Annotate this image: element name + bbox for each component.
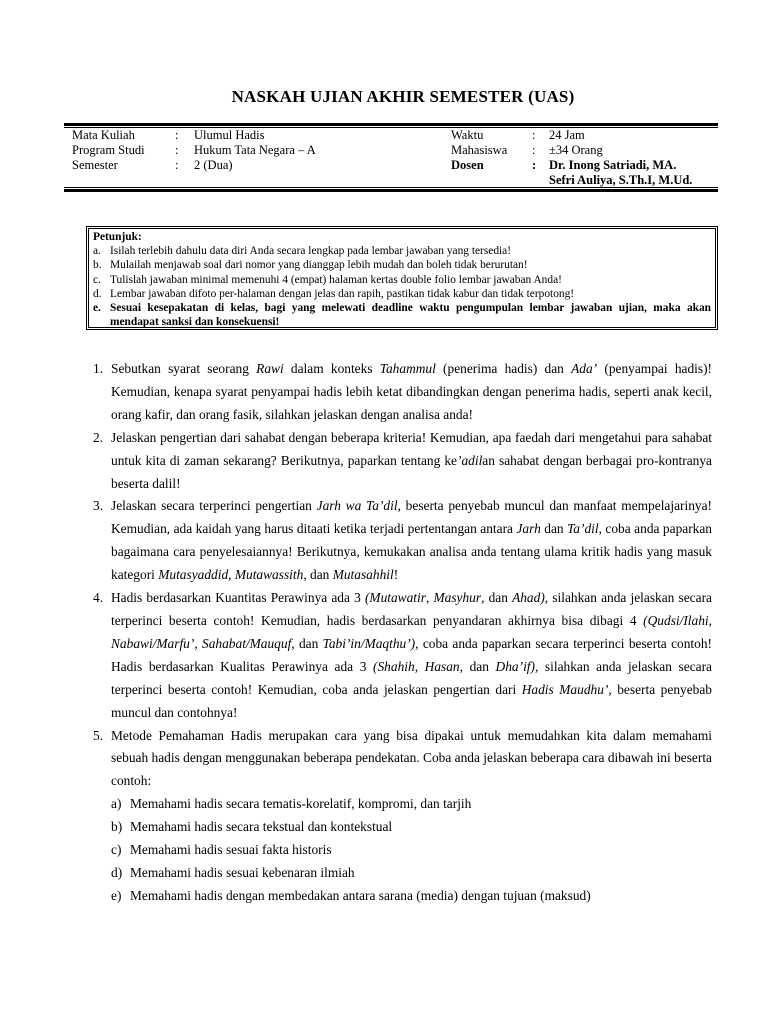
- question-text: , silahkan anda jelaskan secara terperinci beserta contoh! Kemudian, coba anda jelaskan pengertian dari: [111, 658, 712, 697]
- question-text: !: [393, 567, 399, 583]
- sub-item: [111, 839, 712, 862]
- question-text: Hadis berdasarkan Kuantitas Perawinya ada 3: [111, 590, 365, 606]
- question-1: [93, 358, 712, 427]
- sub-item: [111, 862, 712, 885]
- sub-item-text: Memahami hadis dengan membedakan antara sarana (media) dengan tujuan (maksud): [130, 887, 591, 903]
- instruction-item: [93, 273, 711, 287]
- question-text: ,: [194, 635, 203, 651]
- question-number: 2.: [93, 429, 104, 445]
- info-value: Dr. Inong Satriadi, MA.: [549, 158, 677, 172]
- info-colon: :: [175, 143, 179, 157]
- info-row-time: [451, 128, 692, 143]
- info-value: 24 Jam: [549, 128, 585, 142]
- question-term: Ada’: [571, 361, 598, 376]
- question-term: Sahabat/Mauquf: [202, 635, 292, 651]
- question-text: , beserta penyebab muncul dan contohnya!: [111, 681, 712, 720]
- page-title: NASKAH UJIAN AKHIR SEMESTER (UAS): [231, 87, 575, 106]
- question-term: Hasan: [424, 658, 460, 674]
- info-label: Mahasiswa: [451, 143, 508, 157]
- info-row-lecturer: [451, 158, 692, 173]
- instruction-letter: a.: [93, 245, 101, 258]
- question-text: Sebutkan syarat seorang: [111, 361, 257, 376]
- question-text: dalam konteks: [283, 361, 380, 376]
- info-colon: :: [175, 128, 179, 142]
- question-number: 4.: [93, 590, 104, 606]
- question-text: Jelaskan secara terperinci pengertian: [111, 498, 317, 514]
- instruction-text: Isilah terlebih dahulu data diri Anda secara lengkap pada lembar jawaban yang tersedia!: [110, 245, 512, 258]
- info-colon: :: [532, 143, 536, 157]
- sub-item-letter: c): [111, 842, 122, 858]
- instruction-text: Lembar jawaban difoto per-halaman dengan jelas dan rapih, pastikan tidak kabur dan tidak terpotong!: [110, 287, 575, 300]
- info-value: ±34 Orang: [549, 143, 603, 157]
- info-colon: :: [532, 128, 536, 142]
- question-term: Ta’dil: [567, 521, 599, 537]
- question-text: , dan: [291, 635, 323, 651]
- sub-item-letter: b): [111, 819, 123, 835]
- info-value: Sefri Auliya, S.Th.I, M.Ud.: [549, 173, 693, 187]
- instruction-item: [93, 287, 711, 301]
- info-value: Ulumul Hadis: [194, 128, 265, 142]
- sub-item-text: Memahami hadis sesuai kebenaran ilmiah: [130, 864, 355, 880]
- instruction-text: Tulislah jawaban minimal memenuhi 4 (empat) halaman kertas double folio lembar jawaban Anda!: [110, 273, 562, 286]
- info-row-program: [72, 143, 316, 158]
- question-term: (Qudsi/Ilahi: [643, 612, 709, 628]
- sub-item-letter: e): [111, 887, 122, 903]
- question-text: (penyampai hadis)! Kemudian, kenapa syarat penyampai hadis lebih ketat dibandingkan dengan penerima hadis, seperti anak kecil, orang kafir, dan orang fasik, silahkan jelaskan dengan analisa anda!: [111, 361, 712, 422]
- sub-item: [111, 885, 712, 908]
- header-rule-top: [64, 123, 718, 126]
- question-term: Tahammul: [379, 361, 436, 376]
- info-label: Waktu: [451, 128, 484, 142]
- instruction-item: [93, 244, 711, 258]
- course-info-left: [72, 128, 316, 173]
- sub-item-letter: d): [111, 864, 123, 880]
- question-text: ,: [425, 590, 434, 606]
- info-value: 2 (Dua): [194, 158, 233, 172]
- header-rule-bottom-thin: [64, 187, 718, 188]
- info-colon: :: [175, 158, 179, 172]
- instructions-heading: Petunjuk:: [93, 231, 142, 243]
- info-row-course: [72, 128, 316, 143]
- info-colon: :: [532, 158, 537, 172]
- question-term: (Shahih: [373, 658, 415, 674]
- instructions-box: [86, 226, 718, 330]
- question-text: an sahabat dengan berbagai pro-kontranya beserta dalil!: [111, 452, 712, 491]
- question-3: [93, 495, 712, 587]
- question-text: (penerima hadis) dan: [435, 361, 572, 376]
- question-term: (Mutawatir: [364, 590, 426, 606]
- question-term: Jarh: [516, 521, 541, 537]
- sub-item: [111, 816, 712, 839]
- question-term: Mutawassith: [234, 567, 304, 583]
- question-list: [93, 358, 712, 908]
- question-term: ’adil: [457, 452, 483, 468]
- instruction-text: Sesuai kesepakatan di kelas, bagi yang melewati deadline waktu pengumpulan lembar jawaban ujian, maka akan mendapat sanksi dan konsekuensi!: [110, 302, 711, 329]
- course-info-right: [451, 128, 692, 188]
- instruction-item-warning: [93, 301, 711, 329]
- question-number: 3.: [93, 498, 104, 514]
- question-term: Masyhur: [433, 590, 482, 606]
- info-label: Mata Kuliah: [72, 128, 135, 142]
- question-text: dan: [540, 521, 568, 537]
- instruction-letter: e.: [93, 302, 101, 315]
- question-term: Nabawi/Marfu’: [111, 635, 195, 651]
- info-row-semester: [72, 158, 316, 173]
- question-text: , dan: [481, 590, 513, 606]
- question-number: 1.: [93, 361, 104, 376]
- question-text: ,: [228, 567, 235, 583]
- sub-item-text: Memahami hadis secara tematis-korelatif, kompromi, dan tarjih: [130, 796, 472, 812]
- info-label: Semester: [72, 158, 118, 172]
- question-term: Jarh wa Ta’dil: [316, 498, 398, 514]
- sub-item-text: Memahami hadis sesuai fakta historis: [130, 842, 332, 858]
- instruction-item: [93, 258, 711, 272]
- sub-item-letter: a): [111, 796, 122, 812]
- question-text: , coba anda paparkan bagaimana cara penyelesaiannya! Berikutnya, kemukakan analisa anda tentang ulama kritik hadis yang masuk kategori: [111, 521, 713, 583]
- instruction-text: Mulailah menjawab soal dari nomor yang dianggap lebih mudah dan boleh tidak berurutan!: [110, 259, 528, 272]
- info-label: Program Studi: [72, 143, 145, 157]
- question-term: Mutasahhil: [332, 567, 394, 583]
- info-row-lecturer-2: [451, 173, 692, 188]
- question-term: Tabi’in/Maqthu’): [322, 635, 416, 651]
- question-2: [93, 427, 712, 496]
- info-label: Dosen: [451, 158, 484, 172]
- instruction-letter: c.: [93, 273, 101, 286]
- question-text: ,: [414, 658, 425, 674]
- info-value: Hukum Tata Negara – A: [194, 143, 316, 157]
- sub-item: [111, 793, 712, 816]
- sub-item-text: Memahami hadis secara tekstual dan kontekstual: [130, 819, 393, 835]
- instruction-letter: d.: [93, 287, 102, 300]
- question-text: , dan: [459, 658, 496, 674]
- question-5: [93, 725, 712, 908]
- question-text: Jelaskan pengertian dari sahabat dengan beberapa kriteria! Kemudian, apa faedah dari mengetahui para sahabat untuk kita di zaman sekarang? Berikutnya, paparkan tentang ke: [111, 429, 712, 468]
- question-term: Rawi: [256, 361, 284, 376]
- question-number: 5.: [93, 727, 104, 743]
- question-4: [93, 587, 712, 724]
- instruction-letter: b.: [93, 259, 102, 272]
- header-rule-bottom: [64, 189, 718, 192]
- question-text: , silahkan anda jelaskan secara terperinci beserta contoh! Kemudian, hadis berdasarkan penyandaran akhirnya bisa dibagi 4: [111, 590, 712, 628]
- question-term: Mutasyaddid: [158, 567, 229, 583]
- question-term: Ahad): [512, 590, 545, 606]
- question-text: Metode Pemahaman Hadis merupakan cara yang bisa dipakai untuk memudahkan kita dalam memahami sebuah hadis dengan menggunakan beberapa pendekatan. Coba anda jelaskan beberapa cara dibawah ini beserta contoh:: [111, 727, 712, 789]
- question-text: ,: [708, 612, 712, 628]
- question-text: , dan: [303, 567, 333, 583]
- question-term: Hadis Maudhu’: [521, 681, 609, 697]
- question-text: , beserta penyebab muncul dan manfaat mempelajarinya! Kemudian, ada kaidah yang harus ditaati ketika terjadi pertentangan antara: [111, 498, 712, 537]
- question-text: , coba anda paparkan secara terperinci beserta contoh! Hadis berdasarkan Kualitas Perawinya ada 3: [111, 635, 712, 674]
- info-row-students: [451, 143, 692, 158]
- question-term: Dha’if): [495, 658, 535, 674]
